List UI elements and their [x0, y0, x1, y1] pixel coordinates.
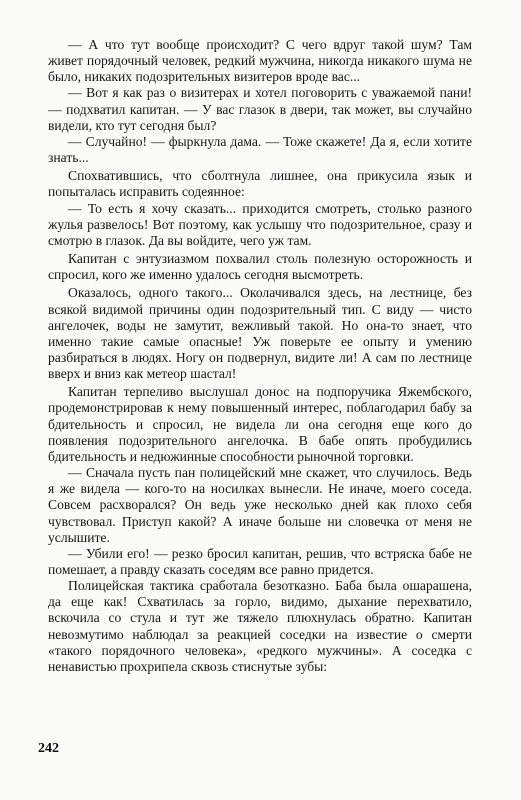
paragraph: — Случайно! — фыркнула дама. — Тоже скажете! Да я, если хотите знать... — [48, 133, 472, 166]
page-body-text — [48, 37, 472, 675]
page-number: 242 — [38, 741, 59, 756]
paragraph: Оказалось, одного такого... Околачивался здесь, на лестнице, без всякой видимой причины один подозрительный тип. С виду — чисто ангелочек, воды не замутит, вежливый такой. Но она-то знает, что именно такие самые опасные! Уж поверьте ее опыту и умению разбираться в людях. Ногу он подвернул, видите ли! А сам по лестнице вверх и вниз как метеор шастал! — [48, 285, 472, 382]
paragraph: — То есть я хочу сказать... приходится смотреть, столько разного жулья развелось! Вот поэтому, как услышу что подозрительное, сразу и смотрю в глазок. Да вы войдите, чего уж там. — [48, 200, 472, 248]
paragraph: — Убили его! — резко бросил капитан, решив, что встряска бабе не помешает, а правду сказать соседям все равно придется. — [48, 545, 472, 577]
paragraph: Капитан терпеливо выслушал донос на подпоручика Яжембского, продемонстрировав к нему повышенный интерес, поблагодарил бабу за бдительность и спросил, не видела ли она сегодня еще кого до появления подозрительного ангелочка. В бабе опять пробудились бдительность и недюжинные способности рыночной торговки. — [48, 384, 472, 464]
paragraph: Спохватившись, что сболтнула лишнее, она прикусила язык и попыталась исправить содеянное: — [48, 168, 472, 200]
paragraph: — Вот я как раз о визитерах и хотел поговорить с уважаемой пани! — подхватил капитан. — У вас глазок в двери, так может, вы случайно видели, кто тут сегодня был? — [48, 85, 472, 133]
paragraph: Капитан с энтузиазмом похвалил столь полезную осторожность и спросил, кого же именно удалось сегодня высмотреть. — [48, 251, 472, 283]
paragraph: — А что тут вообще происходит? С чего вдруг такой шум? Там живет порядочный человек, редкий мужчина, никогда никакого шума не было, никаких подозрительных визитеров вроде вас... — [48, 37, 472, 85]
paragraph: Полицейская тактика сработала безотказно. Баба была ошарашена, да еще как! Схватилась за горло, видимо, дыхание перехватило, вскочила со стула и тут же тяжело плюхнулась обратно. Капитан невозмутимо наблюдал за реакцией соседки на известие о смерти «такого порядочного человека», «редкого мужчины». А соседка с ненавистью прохрипела сквозь стиснутые зубы: — [48, 578, 472, 674]
paragraph: — Сначала пусть пан полицейский мне скажет, что случилось. Ведь я же видела — кого-то на носилках вынесли. Не иначе, моего соседа. Совсем расхворался? Он ведь уже несколько дней как плохо себя чувствовал. Приступ какой? А иначе больше ни словечка от меня не услышите. — [48, 465, 472, 545]
